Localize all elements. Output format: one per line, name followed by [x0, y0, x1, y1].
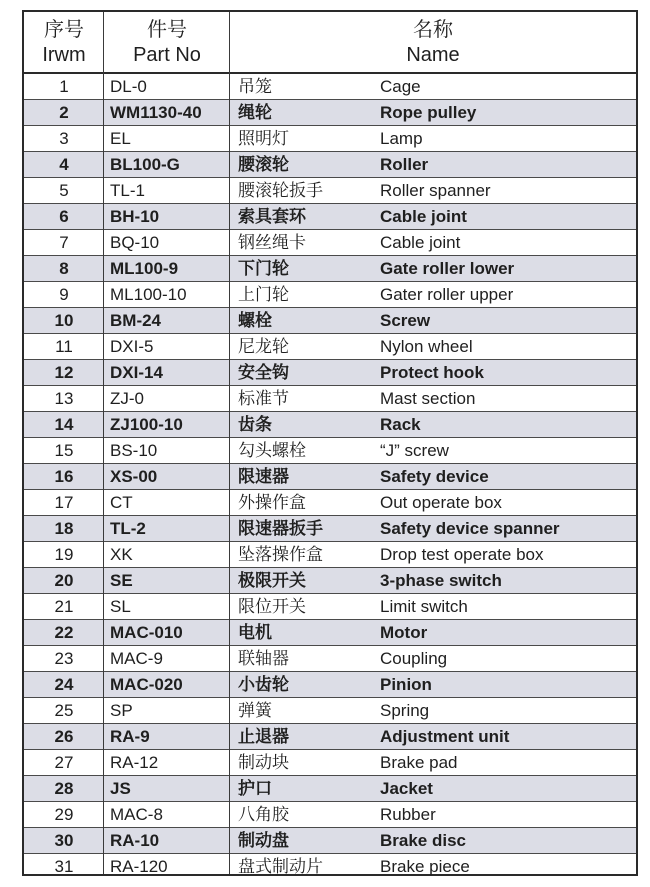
table-row: [24, 464, 636, 490]
header-name-en: Name: [406, 44, 460, 66]
row-part-number: MAC-8: [110, 805, 163, 824]
row-name-en: Lamp: [380, 129, 423, 148]
row-name-cn: 外操作盒: [238, 493, 306, 512]
table-row: [24, 568, 636, 594]
row-part-number: DL-0: [110, 77, 147, 96]
row-name-en: Brake disc: [380, 831, 466, 850]
row-part-number: ZJ100-10: [110, 415, 183, 434]
row-name-cn: 安全钩: [238, 363, 289, 382]
table-row: [24, 516, 636, 542]
row-serial-number: 19: [54, 545, 74, 564]
row-part-number: SP: [110, 701, 133, 720]
table-row: [24, 334, 636, 360]
row-name-cn: 上门轮: [238, 285, 289, 304]
row-serial-number: 25: [54, 701, 74, 720]
row-name-cn: 制动块: [238, 753, 289, 772]
row-part-number: XS-00: [110, 467, 158, 486]
row-part-number: RA-120: [110, 857, 168, 876]
column-divider: [229, 12, 230, 874]
row-part-number: MAC-020: [110, 675, 183, 694]
row-serial-number: 18: [54, 519, 74, 538]
row-name-cn: 限位开关: [238, 597, 306, 616]
row-name-cn: 护口: [238, 779, 272, 798]
table-row: [24, 126, 636, 152]
row-name-en: Brake piece: [380, 857, 470, 876]
row-name-cn: 尼龙轮: [238, 337, 289, 356]
row-serial-number: 22: [54, 623, 74, 642]
row-part-number: BQ-10: [110, 233, 160, 252]
row-part-number: MAC-010: [110, 623, 183, 642]
row-name-cn: 钢丝绳卡: [238, 233, 306, 252]
row-serial-number: 23: [54, 649, 74, 668]
row-name-cn: 限速器: [238, 467, 289, 486]
row-part-number: XK: [110, 545, 133, 564]
header-part-number-cn: 件号: [147, 19, 187, 41]
row-name-en: Rope pulley: [380, 103, 477, 122]
table-row: [24, 230, 636, 256]
row-name-en: Cage: [380, 77, 421, 96]
table-row: [24, 204, 636, 230]
row-serial-number: 13: [54, 389, 74, 408]
table-row: [24, 594, 636, 620]
table-row: [24, 256, 636, 282]
row-name-cn: 止退器: [238, 727, 289, 746]
row-name-en: Drop test operate box: [380, 545, 544, 564]
row-name-en: Cable joint: [380, 233, 461, 252]
row-name-en: Protect hook: [380, 363, 484, 382]
header-name-cn: 名称: [413, 19, 453, 41]
row-serial-number: 9: [59, 285, 69, 304]
row-name-cn: 标准节: [238, 389, 289, 408]
table-row: [24, 100, 636, 126]
row-serial-number: 21: [54, 597, 74, 616]
row-name-en: 3-phase switch: [380, 571, 502, 590]
parts-list-table: [22, 10, 638, 876]
row-part-number: BM-24: [110, 311, 162, 330]
row-name-en: Adjustment unit: [380, 727, 510, 746]
row-name-cn: 制动盘: [238, 831, 289, 850]
row-serial-number: 10: [54, 311, 74, 330]
row-name-en: Gate roller lower: [380, 259, 515, 278]
row-serial-number: 3: [59, 129, 69, 148]
row-name-en: Jacket: [380, 779, 433, 798]
row-part-number: WM1130-40: [110, 103, 202, 122]
row-name-en: Pinion: [380, 675, 432, 694]
table-row: [24, 490, 636, 516]
row-serial-number: 6: [59, 207, 69, 226]
row-part-number: ZJ-0: [110, 389, 144, 408]
table-row: [24, 698, 636, 724]
row-part-number: MAC-9: [110, 649, 163, 668]
row-part-number: TL-2: [110, 519, 146, 538]
row-serial-number: 30: [54, 831, 74, 850]
table-row: [24, 672, 636, 698]
row-serial-number: 26: [54, 727, 74, 746]
row-name-en: Screw: [380, 311, 431, 330]
header-serial-number-en: Irwm: [42, 44, 86, 66]
row-part-number: ML100-10: [110, 285, 187, 304]
row-serial-number: 17: [54, 493, 74, 512]
row-serial-number: 11: [55, 337, 73, 356]
row-part-number: JS: [110, 779, 131, 798]
row-serial-number: 15: [54, 441, 74, 460]
row-name-en: Mast section: [380, 389, 476, 408]
row-serial-number: 14: [54, 415, 74, 434]
row-part-number: RA-12: [110, 753, 159, 772]
row-name-en: Safety device: [380, 467, 489, 486]
header-serial-number: [24, 12, 104, 72]
table-row: [24, 438, 636, 464]
header-part-number: [104, 12, 230, 72]
table-row: [24, 308, 636, 334]
row-name-cn: 小齿轮: [238, 675, 289, 694]
header-part-number-en: Part No: [133, 44, 201, 66]
row-serial-number: 2: [59, 103, 69, 122]
row-name-cn: 吊笼: [238, 77, 272, 96]
row-part-number: SL: [110, 597, 131, 616]
table-row: [24, 360, 636, 386]
row-serial-number: 27: [54, 753, 74, 772]
row-serial-number: 12: [54, 363, 74, 382]
table-row: [24, 828, 636, 854]
row-serial-number: 8: [59, 259, 69, 278]
row-name-cn: 弹簧: [238, 701, 272, 720]
row-serial-number: 1: [59, 77, 69, 96]
row-name-cn: 电机: [238, 623, 272, 642]
row-name-en: Spring: [380, 701, 430, 720]
table-row: [24, 74, 636, 100]
row-serial-number: 28: [54, 779, 74, 798]
table-row: [24, 386, 636, 412]
table-row: [24, 776, 636, 802]
table-row: [24, 854, 636, 880]
row-serial-number: 4: [59, 155, 69, 174]
row-part-number: DXI-14: [110, 363, 163, 382]
row-part-number: DXI-5: [110, 337, 154, 356]
header-serial-number-cn: 序号: [44, 19, 84, 41]
row-name-cn: 腰滚轮: [238, 155, 289, 174]
row-name-cn: 索具套环: [238, 207, 306, 226]
row-name-cn: 腰滚轮扳手: [238, 181, 323, 200]
row-serial-number: 5: [59, 181, 69, 200]
row-name-cn: 坠落操作盒: [238, 545, 323, 564]
table-row: [24, 282, 636, 308]
column-divider: [103, 12, 104, 874]
row-part-number: SE: [110, 571, 133, 590]
row-part-number: TL-1: [110, 181, 145, 200]
row-name-cn: 下门轮: [238, 259, 289, 278]
row-part-number: CT: [110, 493, 133, 512]
row-part-number: BS-10: [110, 441, 158, 460]
row-serial-number: 31: [54, 857, 74, 876]
row-part-number: RA-10: [110, 831, 160, 850]
row-name-cn: 齿条: [238, 415, 272, 434]
row-name-cn: 螺栓: [238, 311, 272, 330]
row-name-en: “J” screw: [380, 441, 449, 460]
table-row: [24, 620, 636, 646]
row-part-number: ML100-9: [110, 259, 179, 278]
row-name-cn: 限速器扳手: [238, 519, 323, 538]
row-name-cn: 极限开关: [238, 571, 306, 590]
row-part-number: EL: [110, 129, 131, 148]
table-row: [24, 646, 636, 672]
table-row: [24, 412, 636, 438]
row-name-cn: 联轴器: [238, 649, 289, 668]
row-serial-number: 20: [54, 571, 74, 590]
table-row: [24, 542, 636, 568]
row-name-cn: 绳轮: [238, 103, 272, 122]
row-name-en: Safety device spanner: [380, 519, 560, 538]
row-name-cn: 照明灯: [238, 129, 289, 148]
row-part-number: BH-10: [110, 207, 160, 226]
row-name-en: Roller: [380, 155, 429, 174]
row-serial-number: 29: [54, 805, 74, 824]
row-part-number: RA-9: [110, 727, 150, 746]
row-name-en: Roller spanner: [380, 181, 491, 200]
header-name: [230, 12, 636, 72]
table-header: [24, 12, 636, 74]
row-name-en: Rubber: [380, 805, 436, 824]
row-name-en: Rack: [380, 415, 421, 434]
row-serial-number: 7: [59, 233, 69, 252]
row-name-cn: 八角胶: [238, 805, 289, 824]
row-name-en: Limit switch: [380, 597, 468, 616]
row-name-en: Gater roller upper: [380, 285, 514, 304]
row-name-cn: 勾头螺栓: [238, 441, 306, 460]
row-part-number: BL100-G: [110, 155, 180, 174]
row-name-en: Brake pad: [380, 753, 458, 772]
row-name-en: Out operate box: [380, 493, 502, 512]
row-name-cn: 盘式制动片: [238, 857, 323, 876]
table-row: [24, 724, 636, 750]
row-name-en: Cable joint: [380, 207, 467, 226]
table-row: [24, 152, 636, 178]
row-name-en: Coupling: [380, 649, 448, 668]
table-row: [24, 178, 636, 204]
table-row: [24, 802, 636, 828]
row-serial-number: 24: [54, 675, 74, 694]
row-name-en: Nylon wheel: [380, 337, 473, 356]
row-serial-number: 16: [54, 467, 74, 486]
row-name-en: Motor: [380, 623, 428, 642]
table-row: [24, 750, 636, 776]
